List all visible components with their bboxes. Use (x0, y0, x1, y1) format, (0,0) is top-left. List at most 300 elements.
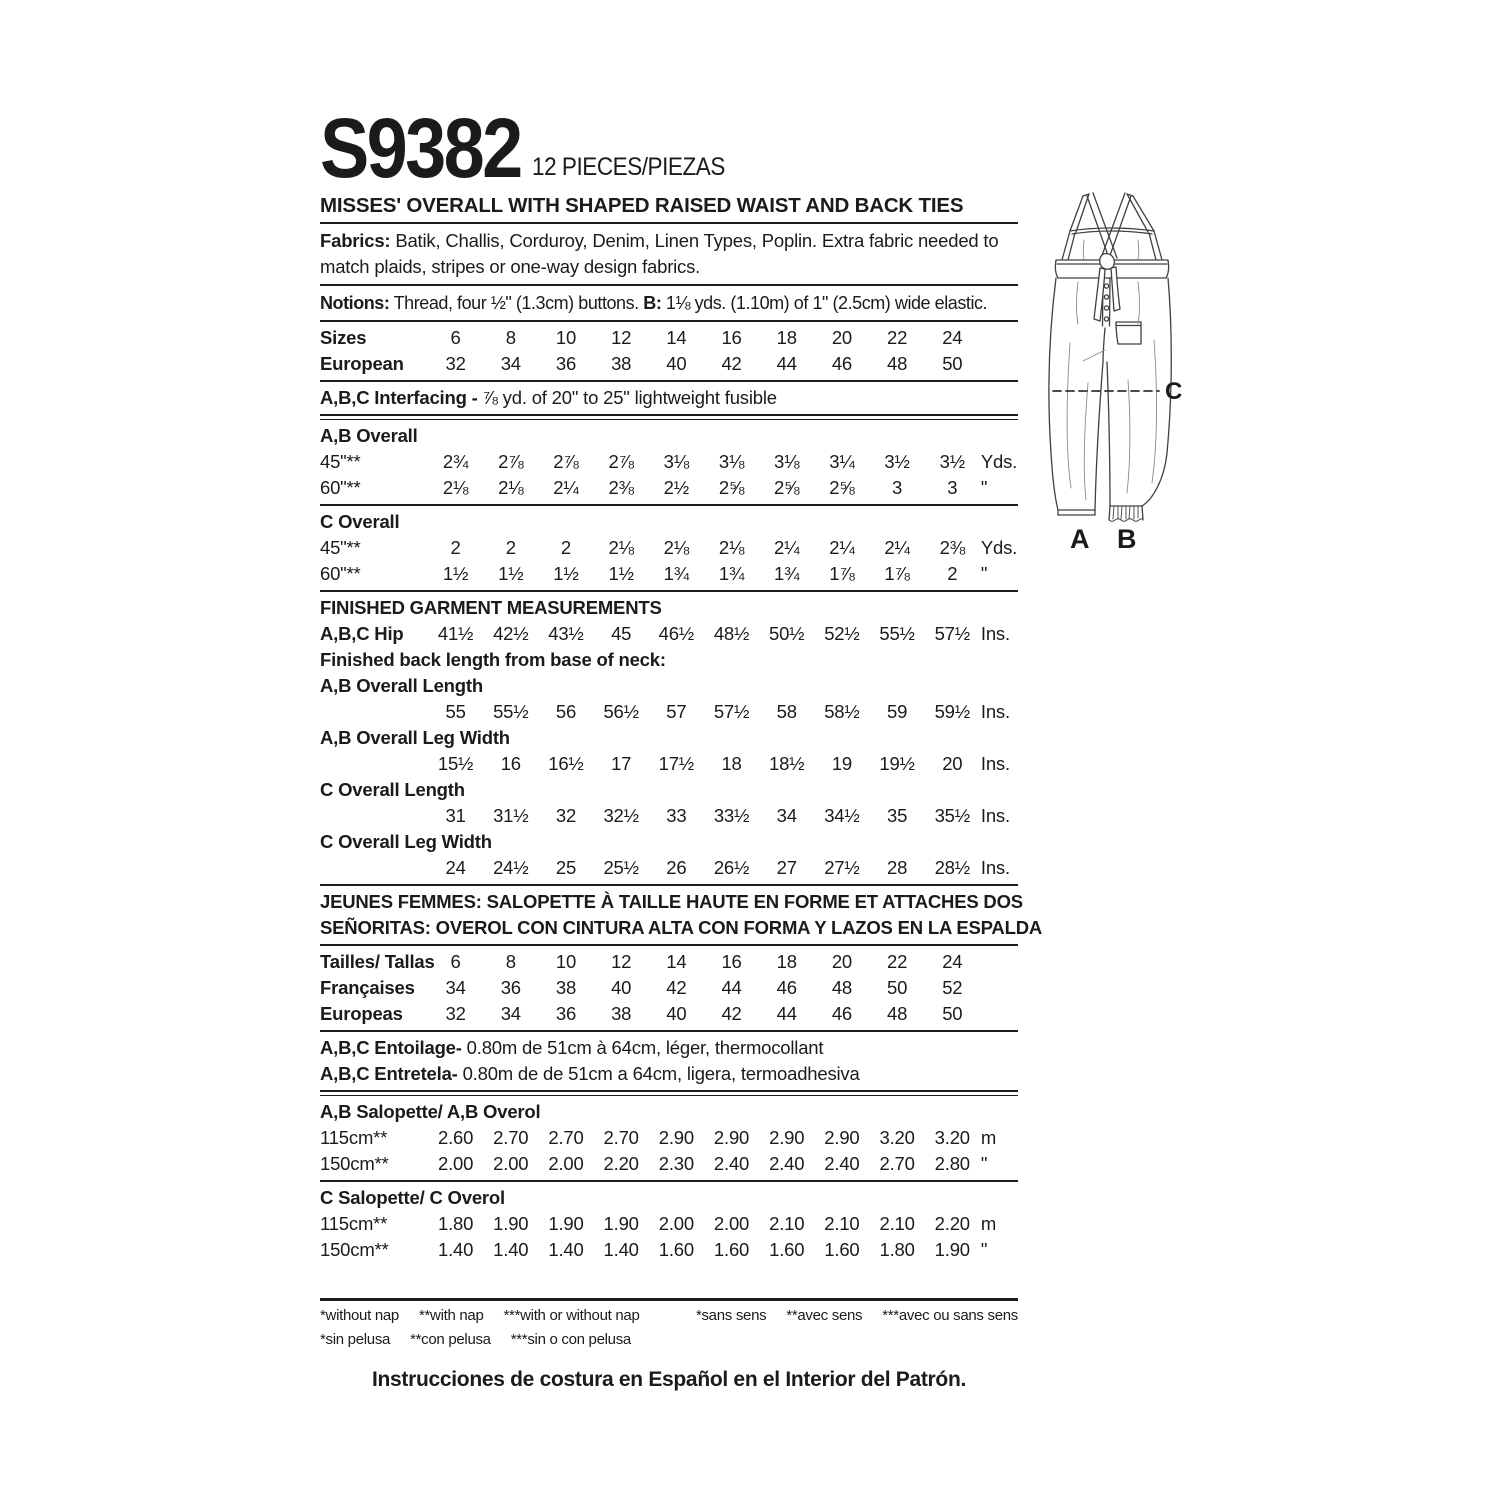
footnote-en-3: ***with or without nap (503, 1307, 640, 1324)
unit-cell: " (980, 1239, 988, 1260)
info-label: A,B,C Interfacing - (320, 387, 478, 408)
value-cell: 48½ (713, 623, 750, 644)
value-cell: 1.40 (548, 1239, 584, 1260)
masthead (320, 100, 1018, 195)
footnote-en-1: *without nap (320, 1307, 399, 1324)
row-label (320, 751, 428, 777)
unit-cell (980, 1001, 1018, 1027)
notions-text-2: 1⅛ yds. (1.10m) of 1" (2.5cm) wide elastic. (661, 293, 988, 313)
notions-text-1: Thread, four ½" (1.3cm) buttons. (389, 293, 644, 313)
garment-title: MISSES' OVERALL WITH SHAPED RAISED WAIST AND BACK TIES (320, 194, 964, 217)
row-label: A,B,C Hip (320, 623, 404, 644)
value-cell: 32 (445, 1003, 466, 1024)
double-divider (320, 414, 1018, 420)
value-cell: 1¾ (663, 563, 689, 584)
table-row (320, 751, 1018, 777)
value-cell: 2⅞ (608, 451, 634, 472)
view-a-label: A (1070, 524, 1090, 554)
value-cell: 41½ (437, 623, 474, 644)
value-cell: 1½ (442, 563, 469, 584)
row-label: 45"** (320, 537, 361, 558)
value-cell: 1½ (553, 563, 579, 584)
value-cell: 2⅛ (442, 477, 469, 498)
value-cell: 35 (887, 805, 908, 826)
value-cell: 2.10 (824, 1213, 860, 1234)
divider (320, 504, 1018, 506)
value-cell: 2.70 (879, 1153, 915, 1174)
table-row (320, 351, 1018, 377)
info-label: A,B,C Entoilage- (320, 1037, 462, 1058)
footnotes-spanish (320, 1328, 631, 1352)
value-cell: 2.00 (548, 1153, 584, 1174)
unit-cell: " (980, 477, 988, 498)
fabrics-note (320, 228, 1018, 280)
value-cell: 17½ (658, 753, 695, 774)
value-cell: 6 (450, 951, 461, 972)
value-cell: 24 (942, 327, 963, 348)
value-cell: 32 (555, 805, 577, 826)
table-row (320, 621, 1018, 647)
value-cell: 40 (666, 353, 687, 374)
value-cell: 1.80 (879, 1239, 915, 1260)
value-cell: 34 (500, 1003, 521, 1024)
spacer (320, 1263, 1018, 1295)
value-cell: 38 (611, 1003, 632, 1024)
row-label: 60"** (320, 477, 361, 498)
value-cell: 1⅞ (829, 563, 855, 584)
value-cell: 1.90 (603, 1213, 639, 1234)
value-cell: 36 (500, 977, 521, 998)
unit-cell: Ins. (980, 701, 1010, 722)
value-cell: 2.90 (769, 1127, 805, 1148)
value-cell: 55½ (493, 701, 529, 722)
value-cell: 2.00 (658, 1213, 694, 1234)
divider (320, 944, 1018, 946)
value-cell: 34½ (824, 805, 860, 826)
value-cell: 10 (555, 327, 577, 348)
value-cell: 27½ (824, 857, 860, 878)
view-c-label: C (1165, 378, 1183, 405)
unit-cell (980, 975, 1018, 1001)
value-cell: 43½ (548, 623, 584, 644)
section-heading: FINISHED GARMENT MEASUREMENTS (320, 597, 662, 618)
value-cell: 2.30 (658, 1153, 694, 1174)
value-cell: 10 (555, 951, 577, 972)
value-cell: 38 (555, 977, 577, 998)
row-label: Françaises (320, 977, 415, 998)
value-cell: 24½ (493, 857, 529, 878)
value-cell: 19 (831, 753, 852, 774)
value-cell: 28½ (934, 857, 970, 878)
value-cell: 48 (887, 353, 908, 374)
value-cell: 25½ (603, 857, 639, 878)
value-cell: 2⅜ (939, 537, 965, 558)
value-cell: 2.40 (769, 1153, 805, 1174)
divider (320, 884, 1018, 886)
value-cell: 1.90 (493, 1213, 529, 1234)
value-cell: 2.70 (603, 1127, 639, 1148)
unit-cell (980, 949, 1018, 975)
value-cell: 8 (505, 951, 516, 972)
row-label (320, 803, 428, 829)
value-cell: 2¼ (553, 477, 579, 498)
value-cell: 2⅛ (718, 537, 745, 558)
value-cell: 50 (942, 353, 963, 374)
value-cell: 1.90 (548, 1213, 584, 1234)
value-cell: 2⅜ (608, 477, 634, 498)
section-heading: A,B Salopette/ A,B Overol (320, 1101, 541, 1122)
value-cell: 2.20 (603, 1153, 639, 1174)
value-cell: 15½ (437, 753, 474, 774)
value-cell: 24 (445, 857, 466, 878)
value-cell: 44 (721, 977, 742, 998)
value-cell: 59 (887, 701, 908, 722)
value-cell: 2½ (663, 477, 689, 498)
info-line (320, 1061, 1018, 1087)
value-cell: 1.90 (934, 1239, 970, 1260)
value-cell: 1⅞ (884, 563, 910, 584)
value-cell: 1.40 (603, 1239, 639, 1260)
value-cell: 2¾ (442, 451, 469, 472)
value-cell: 16 (500, 753, 521, 774)
section-heading: SEÑORITAS: OVEROL CON CINTURA ALTA CON FORMA Y LAZOS EN LA ESPALDA (320, 917, 1043, 938)
value-cell: 18 (776, 951, 797, 972)
value-cell: 56½ (603, 701, 639, 722)
value-cell: 44 (776, 1003, 797, 1024)
row-label (320, 855, 428, 881)
divider (320, 590, 1018, 592)
value-cell: 12 (611, 951, 632, 972)
section-heading: A,B Overall Leg Width (320, 727, 510, 748)
value-cell: 16½ (548, 753, 584, 774)
value-cell: 1.80 (437, 1213, 474, 1234)
value-cell: 55½ (879, 623, 915, 644)
value-cell: 2⅞ (553, 451, 579, 472)
fabrics-text: Batik, Challis, Corduroy, Denim, Linen Types, Poplin. Extra fabric needed to match plaids, stripes or one-way design fabrics. (320, 230, 999, 277)
value-cell: 34 (445, 977, 466, 998)
double-divider (320, 1090, 1018, 1096)
value-cell: 2.00 (713, 1213, 750, 1234)
info-text: 0.80m de de 51cm a 64cm, ligera, termoadhesiva (457, 1063, 860, 1084)
value-cell: 18 (721, 753, 742, 774)
value-cell: 3⅛ (663, 451, 689, 472)
value-cell: 36 (555, 1003, 577, 1024)
value-cell: 1.40 (493, 1239, 529, 1260)
table-row (320, 803, 1018, 829)
value-cell: 19½ (879, 753, 915, 774)
row-label: 115cm** (320, 1127, 388, 1148)
section-heading: C Overall (320, 511, 400, 532)
info-text: ⅞ yd. of 20" to 25" lightweight fusible (477, 387, 777, 408)
footnote-en-2: **with nap (418, 1307, 484, 1324)
value-cell: 3½ (884, 451, 910, 472)
table-row (320, 561, 1018, 587)
unit-cell: Ins. (980, 805, 1010, 826)
table-row (320, 1001, 1018, 1027)
section-heading: C Salopette/ C Overol (320, 1187, 505, 1208)
value-cell: 3⅛ (774, 451, 800, 472)
value-cell: 42 (666, 977, 687, 998)
value-cell: 57½ (934, 623, 970, 644)
value-cell: 14 (666, 327, 687, 348)
footnote-fr-1: *sans sens (695, 1307, 767, 1324)
value-cell: 46 (831, 1003, 852, 1024)
value-cell: 2 (450, 537, 461, 558)
value-cell: 18½ (769, 753, 805, 774)
value-cell: 2.90 (713, 1127, 750, 1148)
divider (320, 320, 1018, 322)
value-cell: 20 (831, 951, 852, 972)
footnote-es-1: *sin pelusa (320, 1331, 391, 1348)
value-cell: 27 (776, 857, 797, 878)
value-cell: 48 (831, 977, 852, 998)
value-cell: 55 (445, 701, 466, 722)
table-row (320, 535, 1018, 561)
value-cell: 57 (666, 701, 687, 722)
value-cell: 2.60 (437, 1127, 474, 1148)
value-cell: 52 (942, 977, 963, 998)
pieces-count: 12 PIECES/PIEZAS (531, 153, 725, 181)
value-cell: 46 (776, 977, 797, 998)
value-cell: 14 (666, 951, 687, 972)
row-label: 150cm** (320, 1153, 389, 1174)
value-cell: 1¾ (774, 563, 800, 584)
value-cell: 2.70 (493, 1127, 529, 1148)
value-cell: 26½ (713, 857, 750, 878)
footnote-es-2: **con pelusa (410, 1331, 491, 1348)
divider (320, 222, 1018, 224)
value-cell: 2⅞ (498, 451, 524, 472)
unit-cell: Ins. (980, 623, 1010, 644)
unit-cell: m (980, 1127, 997, 1148)
value-cell: 45 (611, 623, 632, 644)
unit-cell: Ins. (980, 857, 1010, 878)
value-cell: 2.40 (713, 1153, 750, 1174)
row-label: Tailles/ Tallas (320, 951, 435, 972)
value-cell: 3½ (939, 451, 965, 472)
value-cell: 35½ (934, 805, 970, 826)
value-cell: 2¼ (774, 537, 800, 558)
value-cell: 2.00 (437, 1153, 474, 1174)
value-cell: 22 (887, 327, 908, 348)
value-cell: 2.10 (879, 1213, 915, 1234)
value-cell: 3¼ (829, 451, 855, 472)
value-cell: 2.00 (493, 1153, 529, 1174)
footnote-row-2 (320, 1328, 1018, 1352)
footnote-divider (320, 1298, 1018, 1301)
value-cell: 1½ (608, 563, 634, 584)
value-cell: 2.20 (934, 1213, 970, 1234)
value-cell: 34 (776, 805, 797, 826)
value-cell: 2¼ (884, 537, 910, 558)
info-line (320, 385, 1018, 411)
value-cell: 6 (450, 327, 461, 348)
value-cell: 46 (831, 353, 852, 374)
info-label: A,B,C Entretela- (320, 1063, 458, 1084)
divider (320, 380, 1018, 382)
divider (320, 1030, 1018, 1032)
value-cell: 22 (887, 951, 908, 972)
divider (320, 284, 1018, 286)
value-cell: 2⅝ (718, 477, 745, 498)
table-row (320, 1151, 1018, 1177)
unit-cell (980, 351, 1018, 377)
divider (320, 1180, 1018, 1182)
pattern-number: S9382 (320, 100, 521, 195)
table-row (320, 1211, 1018, 1237)
value-cell: 2.90 (824, 1127, 860, 1148)
value-cell: 2¼ (829, 537, 855, 558)
value-cell: 1.60 (769, 1239, 805, 1260)
unit-cell: Yds. (980, 451, 1018, 472)
view-b-label: B (1117, 524, 1137, 554)
row-label: European (320, 353, 404, 374)
value-cell: 12 (611, 327, 632, 348)
value-cell: 50 (942, 1003, 963, 1024)
value-cell: 3⅛ (718, 451, 745, 472)
table-row (320, 949, 1018, 975)
value-cell: 20 (942, 753, 963, 774)
info-text: 0.80m de 51cm à 64cm, léger, thermocollant (461, 1037, 824, 1058)
table-row (320, 1125, 1018, 1151)
unit-cell: " (980, 563, 988, 584)
value-cell: 2⅛ (663, 537, 689, 558)
info-line (320, 1035, 1018, 1061)
value-cell: 36 (555, 353, 577, 374)
value-cell: 40 (611, 977, 632, 998)
main-content (320, 100, 1043, 1392)
table-row (320, 699, 1018, 725)
value-cell: 8 (505, 327, 516, 348)
value-cell: 58½ (824, 701, 860, 722)
spec-table (320, 325, 1043, 1263)
value-cell: 2.10 (769, 1213, 805, 1234)
value-cell: 1.60 (713, 1239, 750, 1260)
value-cell: 31 (445, 805, 466, 826)
value-cell: 38 (611, 353, 632, 374)
notions-label: Notions: (320, 293, 390, 313)
section-heading: A,B Overall (320, 425, 418, 446)
value-cell: 2 (505, 537, 516, 558)
value-cell: 32½ (603, 805, 639, 826)
value-cell: 17 (611, 753, 632, 774)
footnotes-french (696, 1304, 1018, 1328)
unit-cell (980, 325, 1018, 351)
unit-cell: " (980, 1153, 988, 1174)
value-cell: 44 (776, 353, 797, 374)
table-row (320, 449, 1018, 475)
value-cell: 1¾ (718, 563, 745, 584)
table-row (320, 855, 1018, 881)
section-heading: C Overall Leg Width (320, 831, 492, 852)
notions-note (320, 290, 1018, 316)
value-cell: 42 (721, 353, 742, 374)
unit-cell: Ins. (980, 753, 1010, 774)
value-cell: 3.20 (934, 1127, 970, 1148)
table-row (320, 325, 1018, 351)
value-cell: 3 (892, 477, 903, 498)
value-cell: 56 (555, 701, 577, 722)
fabrics-label: Fabrics: (320, 230, 391, 251)
section-heading: JEUNES FEMMES: SALOPETTE À TAILLE HAUTE EN FORME ET ATTACHES DOS (320, 891, 1023, 912)
value-cell: 16 (721, 327, 742, 348)
value-cell: 1.60 (824, 1239, 860, 1260)
value-cell: 2 (560, 537, 572, 558)
value-cell: 33½ (713, 805, 750, 826)
value-cell: 58 (776, 701, 797, 722)
row-label: 115cm** (320, 1213, 388, 1234)
unit-cell: Yds. (980, 537, 1018, 558)
value-cell: 2.70 (548, 1127, 584, 1148)
value-cell: 24 (942, 951, 963, 972)
value-cell: 59½ (934, 701, 970, 722)
footnote-fr-3: ***avec ou sans sens (882, 1307, 1018, 1324)
spanish-instructions-note: Instrucciones de costura en Español en el Interior del Patrón. (371, 1368, 967, 1391)
row-label: 45"** (320, 451, 361, 472)
section-heading: Finished back length from base of neck: (320, 649, 666, 670)
value-cell: 2.90 (658, 1127, 694, 1148)
table-row (320, 1237, 1018, 1263)
value-cell: 50 (887, 977, 908, 998)
value-cell: 2⅝ (829, 477, 855, 498)
section-heading: A,B Overall Length (320, 675, 483, 696)
value-cell: 31½ (493, 805, 529, 826)
row-label (320, 699, 428, 725)
value-cell: 52½ (824, 623, 860, 644)
row-label: 150cm** (320, 1239, 389, 1260)
value-cell: 1½ (498, 563, 524, 584)
value-cell: 46½ (658, 623, 695, 644)
footnotes-english (320, 1304, 640, 1328)
value-cell: 2⅛ (608, 537, 634, 558)
value-cell: 3.20 (879, 1127, 915, 1148)
value-cell: 1.40 (437, 1239, 474, 1260)
footnote-row-1 (320, 1304, 1018, 1328)
value-cell: 57½ (713, 701, 750, 722)
value-cell: 2⅝ (774, 477, 800, 498)
notions-b-label: B: (643, 293, 662, 313)
row-label: 60"** (320, 563, 361, 584)
value-cell: 32 (445, 353, 466, 374)
value-cell: 2.40 (824, 1153, 860, 1174)
value-cell: 2.80 (934, 1153, 970, 1174)
value-cell: 42 (721, 1003, 742, 1024)
value-cell: 3 (947, 477, 958, 498)
garment-illustration (1026, 148, 1196, 568)
value-cell: 40 (666, 1003, 687, 1024)
value-cell: 28 (887, 857, 908, 878)
value-cell: 25 (555, 857, 577, 878)
value-cell: 50½ (769, 623, 805, 644)
table-row (320, 475, 1018, 501)
value-cell: 20 (831, 327, 852, 348)
value-cell: 34 (500, 353, 521, 374)
table-row (320, 975, 1018, 1001)
section-heading: C Overall Length (320, 779, 465, 800)
footnote-es-3: ***sin o con pelusa (510, 1331, 631, 1348)
value-cell: 1.60 (658, 1239, 694, 1260)
row-label: Sizes (320, 327, 367, 348)
value-cell: 33 (666, 805, 687, 826)
row-label: Europeas (320, 1003, 403, 1024)
footnote-fr-2: **avec sens (786, 1307, 863, 1324)
value-cell: 48 (887, 1003, 908, 1024)
value-cell: 26 (666, 857, 687, 878)
value-cell: 16 (721, 951, 742, 972)
value-cell: 2 (947, 563, 958, 584)
value-cell: 18 (776, 327, 797, 348)
unit-cell: m (980, 1213, 997, 1234)
